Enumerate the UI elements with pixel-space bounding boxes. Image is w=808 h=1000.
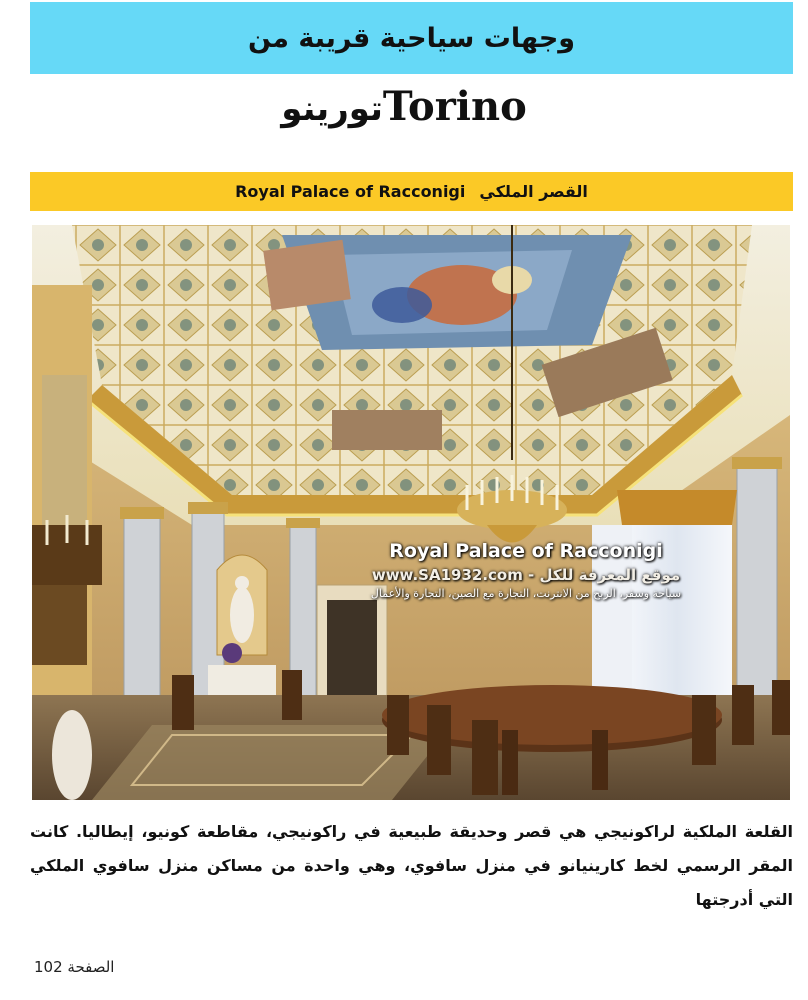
city-title (0, 78, 808, 136)
city-name-arabic: تورينو (281, 89, 383, 129)
page-heading: وجهات سياحية قريبة من (247, 22, 576, 54)
watermark-site: www.SA1932.com - موقع المعرفة للكل (371, 566, 681, 584)
watermark-tagline: سياحة وسفر، الربح من الانترنت، التجارة مع الصين، التجارة والأعمال (370, 587, 682, 600)
section-title-english: Royal Palace of Racconigi (235, 182, 466, 201)
body-paragraph: القلعة الملكية لراكونيجي هي قصر وحديقة طبيعية في راكونيجي، مقاطعة كونيو، إيطاليا. كانت المقر الرسمي لخط كارينيانو في منزل سافوي، وهي واحدة من مساكن منزل سافوي الملكي التي أدرجتها (30, 822, 793, 909)
city-name-latin: Torino (382, 83, 527, 130)
watermark-title: Royal Palace of Racconigi (389, 540, 663, 562)
page-number: الصفحة 102 (34, 958, 115, 976)
section-heading-band (30, 172, 793, 211)
section-title-arabic: القصر الملكي (479, 182, 588, 201)
palace-interior-photo (32, 225, 790, 800)
header-band (30, 2, 793, 74)
